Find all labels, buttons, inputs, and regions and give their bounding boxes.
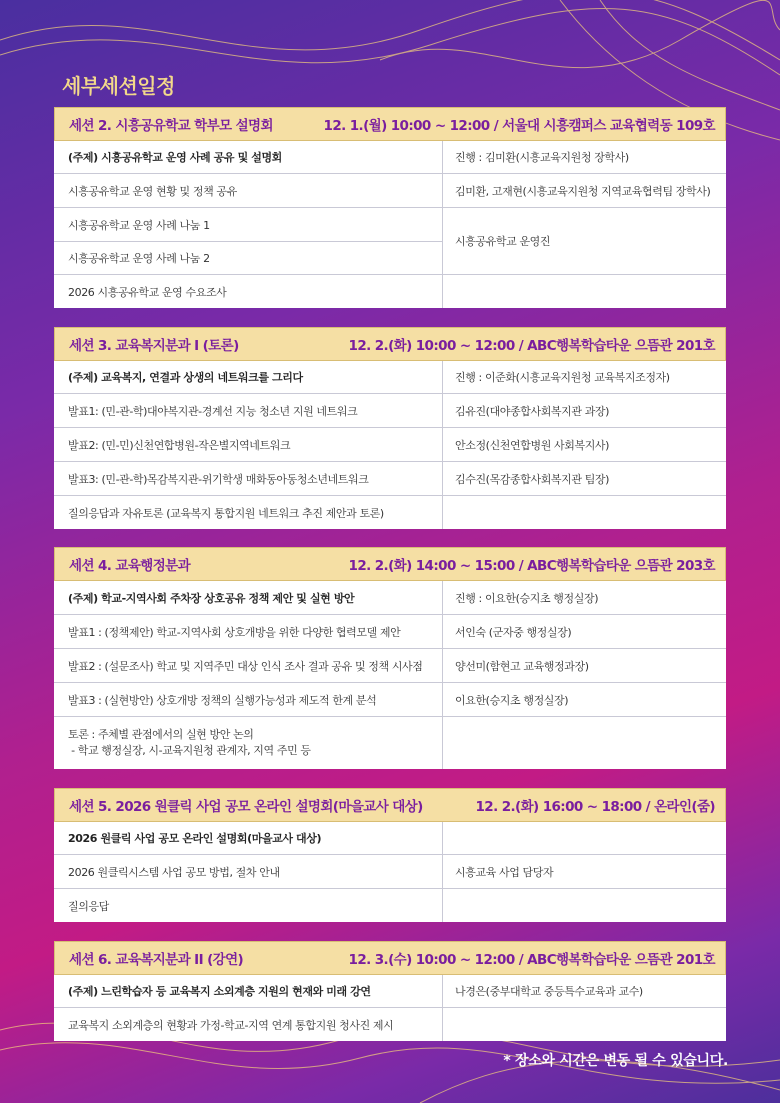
speaker-cell: 양선미(함현고 교육행정과장) [455, 659, 589, 673]
topic-line: - 학교 행정실장, 시-교육지원청 관계자, 지역 주민 등 [68, 744, 311, 757]
topic-cell: 시흥공유학교 운영 현황 및 정책 공유 [54, 174, 443, 207]
speaker-cell: 이요한(승지초 행정실장) [455, 693, 569, 707]
session-6 [54, 941, 726, 1041]
session-schedule: 12. 2.(화) 16:00 ~ 18:00 / 온라인(줌) [475, 799, 715, 815]
table-row [54, 889, 726, 922]
page-title: 세부세션일정 [62, 74, 175, 98]
topic-cell: 발표2: (민-민)신천연합병원-작은별지역네트워크 [54, 428, 443, 461]
table-row [54, 496, 726, 529]
session-4 [54, 547, 726, 769]
table-row [54, 462, 726, 496]
topic-cell: (주제) 시흥공유학교 운영 사례 공유 및 설명회 [54, 141, 443, 173]
speaker-cell: 시흥공유학교 운영진 [455, 235, 551, 248]
topic-cell: 발표3 : (실현방안) 상호개방 정책의 실행가능성과 제도적 한계 분석 [54, 683, 443, 716]
speaker-cell: 진행 : 김미환(시흥교육지원청 장학사) [455, 151, 629, 164]
topic-cell: 발표3: (민-관-학)목감복지관-위기학생 매화동아동청소년네트워크 [54, 462, 443, 495]
speaker-cell: 서인숙 (군자중 행정실장) [455, 625, 572, 639]
session-table [54, 975, 726, 1041]
table-row [54, 141, 726, 174]
speaker-cell [443, 496, 726, 529]
speaker-cell [443, 1008, 726, 1041]
speaker-cell [443, 822, 726, 854]
session-3 [54, 327, 726, 529]
topic-cell [54, 717, 443, 769]
table-row-merged [54, 208, 726, 275]
table-row [54, 717, 726, 769]
speaker-cell: 김유진(대야종합사회복지관 과장) [455, 404, 610, 418]
speaker-cell [443, 275, 726, 308]
speaker-cell [443, 717, 726, 769]
table-row [54, 1008, 726, 1041]
topic-cell: 교육복지 소외계층의 현황과 가정-학교-지역 연계 통합지원 청사진 제시 [54, 1008, 443, 1041]
table-row [54, 275, 726, 308]
speaker-cell: 김수진(목감종합사회복지관 팀장) [455, 472, 610, 486]
session-5 [54, 788, 726, 922]
table-row [54, 855, 726, 889]
speaker-cell [443, 889, 726, 922]
session-header [54, 941, 726, 975]
session-table [54, 141, 726, 308]
session-title: 세션 4. 교육행정분과 [69, 558, 191, 574]
topic-cell: 발표1 : (정책제안) 학교-지역사회 상호개방을 위한 다양한 협력모델 제안 [54, 615, 443, 648]
table-row [54, 361, 726, 394]
table-row [54, 822, 726, 855]
session-schedule: 12. 3.(수) 10:00 ~ 12:00 / ABC행복학습타운 으뜸관 201호 [348, 952, 715, 968]
session-title: 세션 5. 2026 원클릭 사업 공모 온라인 설명회(마을교사 대상) [69, 799, 423, 815]
session-header [54, 788, 726, 822]
speaker-cell: 안소정(신천연합병원 사회복지사) [455, 438, 610, 452]
session-title: 세션 2. 시흥공유학교 학부모 설명회 [69, 118, 273, 134]
topic-line: 토론 : 주체별 관점에서의 실현 방안 논의 [68, 728, 254, 741]
table-row [54, 615, 726, 649]
session-title: 세션 3. 교육복지분과 I (토론) [69, 338, 239, 354]
topic-cell: 질의응답 [54, 889, 443, 922]
session-table [54, 822, 726, 922]
topic-cell: (주제) 학교-지역사회 주차장 상호공유 정책 제안 및 실현 방안 [54, 581, 443, 614]
topic-cell: 발표2 : (설문조사) 학교 및 지역주민 대상 인식 조사 결과 공유 및 정책 시사점 [54, 649, 443, 682]
session-header [54, 107, 726, 141]
topic-cell: 시흥공유학교 운영 사례 나눔 2 [54, 241, 442, 274]
table-row [54, 428, 726, 462]
session-table [54, 361, 726, 529]
table-row [54, 975, 726, 1008]
speaker-cell: 진행 : 이준화(시흥교육지원청 교육복지조정자) [455, 371, 670, 384]
table-row [54, 394, 726, 428]
footnote: * 장소와 시간은 변동 될 수 있습니다. [503, 1053, 728, 1069]
topic-cell: 시흥공유학교 운영 사례 나눔 1 [68, 218, 210, 232]
topic-cell: 2026 시흥공유학교 운영 수요조사 [54, 275, 443, 308]
session-title: 세션 6. 교육복지분과 II (강연) [69, 952, 244, 968]
table-row [54, 174, 726, 208]
topic-cell: (주제) 느린학습자 등 교육복지 소외계층 지원의 현재와 미래 강연 [54, 975, 443, 1007]
table-row [54, 649, 726, 683]
session-schedule: 12. 1.(월) 10:00 ~ 12:00 / 서울대 시흥캠퍼스 교육협력동 109호 [323, 118, 715, 134]
session-schedule: 12. 2.(화) 14:00 ~ 15:00 / ABC행복학습타운 으뜸관 203호 [348, 558, 715, 574]
speaker-cell: 김미환, 고재현(시흥교육지원청 지역교육협력팀 장학사) [455, 184, 711, 198]
session-2 [54, 107, 726, 308]
topic-cell: 발표1: (민-관-학)대야복지관-경계선 지능 청소년 지원 네트워크 [54, 394, 443, 427]
session-header [54, 547, 726, 581]
topic-cell: 2026 원클릭시스템 사업 공모 방법, 절차 안내 [54, 855, 443, 888]
speaker-cell: 나경은(중부대학교 중등특수교육과 교수) [455, 985, 643, 998]
speaker-cell: 진행 : 이요한(승지초 행정실장) [455, 591, 599, 605]
table-row [54, 581, 726, 615]
session-table [54, 581, 726, 769]
session-header [54, 327, 726, 361]
topic-cell: 질의응답과 자유토론 (교육복지 통합지원 네트워크 추진 제안과 토론) [54, 496, 443, 529]
speaker-cell: 시흥교육 사업 담당자 [455, 865, 554, 879]
session-schedule: 12. 2.(화) 10:00 ~ 12:00 / ABC행복학습타운 으뜸관 201호 [348, 338, 715, 354]
topic-cell: (주제) 교육복지, 연결과 상생의 네트워크를 그리다 [54, 361, 443, 393]
topic-cell: 2026 원클릭 사업 공모 온라인 설명회(마을교사 대상) [54, 822, 443, 854]
table-row [54, 683, 726, 717]
